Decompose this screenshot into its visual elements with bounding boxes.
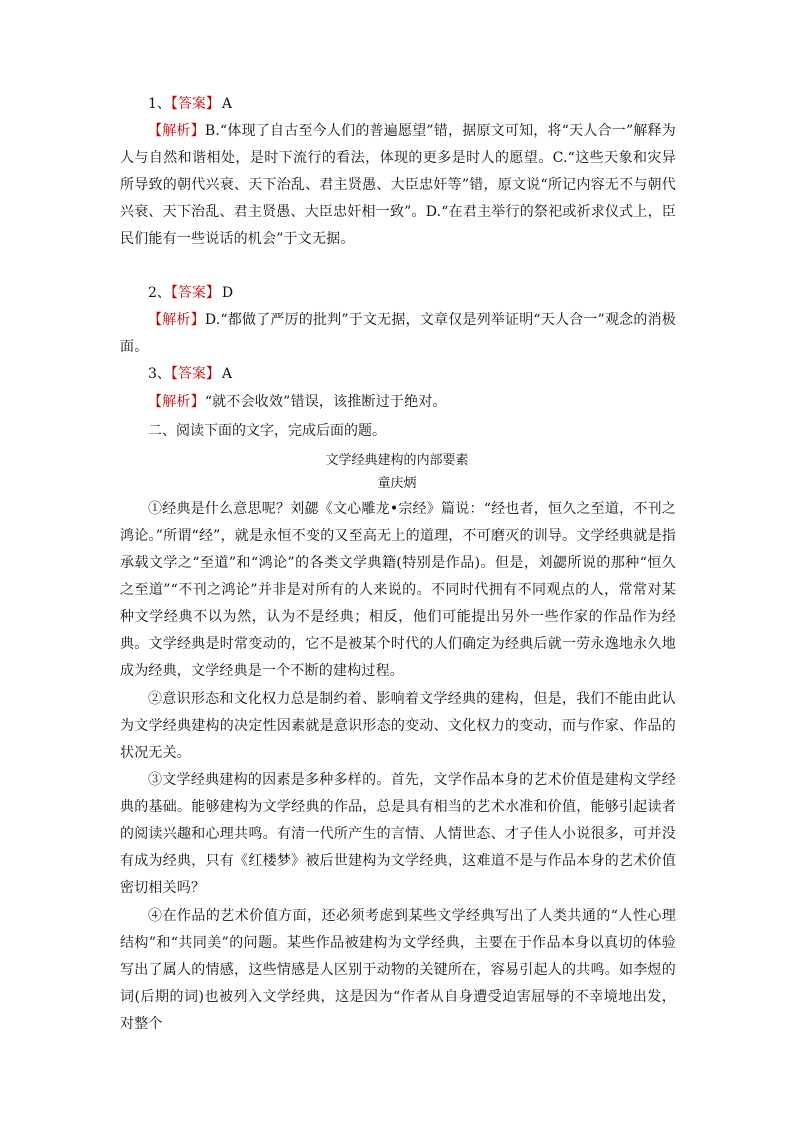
answer-1-line — [148, 94, 232, 114]
analysis-2 — [120, 307, 676, 361]
answer-2-tag: 【答案】 — [170, 285, 220, 301]
analysis-1-tag: 【解析】 — [148, 123, 205, 139]
article-paragraph-1: ①经典是什么意思呢？刘勰《文心雕龙•宗经》篇说：“经也者，恒久之至道，不刊之鸿论。”所谓“经”，就是永恒不变的又至高无上的道理，不可磨灭的训导。文学经典就是指承载文学之“至道”和“鸿论”的各类文学典籍(特别是作品)。但是，刘勰所说的那种“恒久之至道”“不刊之鸿论”并非是对所有的人来说的。不同时代拥有不同观点的人，常常对某种文学经典不以为然，认为不是经典；相反，他们可能提出另外一些作家的作品作为经典。文学经典是时常变动的，它不是被某个时代的人们确定为经典后就一劳永逸地永久地成为经典，文学经典是一个不断的建构过程。 — [120, 501, 676, 679]
answer-1-tag: 【答案】 — [170, 96, 220, 112]
analysis-3 — [120, 389, 676, 416]
analysis-1 — [120, 118, 676, 253]
article-paragraph-2: ②意识形态和文化权力总是制约着、影响着文学经典的建构，但是，我们不能由此认为文学经典建构的决定性因素就是意识形态的变动、文化权力的变动，而与作家、作品的状况无关。 — [120, 691, 676, 761]
answer-2-number: 2、 — [148, 285, 171, 301]
answer-2-line — [148, 283, 233, 303]
article-paragraph-3: ③文学经典建构的因素是多种多样的。首先，文学作品本身的艺术价值是建构文学经典的基础。能够建构为文学经典的作品，总是具有相当的艺术水准和价值，能够引起读者的阅读兴趣和心理共鸣。有清一代所产生的言情、人情世态、才子佳人小说很多，可并没有成为经典，只有《红楼梦》被后世建构为文学经典，这难道不是与作品本身的艺术价值密切相关吗？ — [120, 772, 676, 896]
analysis-2-tag: 【解析】 — [148, 312, 205, 328]
article-title: 文学经典建构的内部要素 — [325, 453, 469, 468]
analysis-2-text: D.“都做了严厉的批判”于文无据，文章仅是列举证明“天人合一”观念的消极面。 — [120, 312, 676, 355]
article-paragraph-4: ④在作品的艺术价值方面，还必须考虑到某些文学经典写出了人类共通的“人性心理结构”和“共同美”的问题。某些作品被建构为文学经典，主要在于作品本身以真切的体验写出了属人的情感，这些情感是人区别于动物的关键所在，容易引起人的共鸣。如李煜的词(后期的词)也被列入文学经典，这是因为“作者从自身遭受迫害屈辱的不幸境地出发，对整个 — [120, 908, 676, 1032]
answer-1-number: 1、 — [148, 96, 171, 112]
section-heading: 二、阅读下面的文字，完成后面的题。 — [148, 423, 386, 439]
analysis-1-text: B.“体现了自古至今人们的普遍愿望”错，据原文可知，将“天人合一”解释为人与自然和谐相处，是时下流行的看法，体现的更多是时人的愿望。C.“这些天象和灾异所导致的朝代兴衰、天下治乱、君主贤愚、大臣忠奸等”错，原文说“所记内容无不与朝代兴衰、天下治乱、君主贤愚、大臣忠奸相一致”。D.“在君主举行的祭祀或祈求仪式上，臣民们能有一些说话的机会”于文无据。 — [120, 123, 676, 247]
answer-3-line — [148, 364, 232, 384]
analysis-3-text: “就不会收效”错误，该推断过于绝对。 — [204, 394, 447, 410]
answer-3-number: 3、 — [148, 366, 171, 382]
article-author: 童庆炳 — [377, 476, 417, 491]
answer-2-value: D — [221, 285, 234, 301]
answer-3-tag: 【答案】 — [170, 366, 220, 382]
analysis-3-tag: 【解析】 — [148, 394, 205, 410]
answer-1-value: A — [221, 96, 233, 112]
answer-3-value: A — [221, 366, 233, 382]
